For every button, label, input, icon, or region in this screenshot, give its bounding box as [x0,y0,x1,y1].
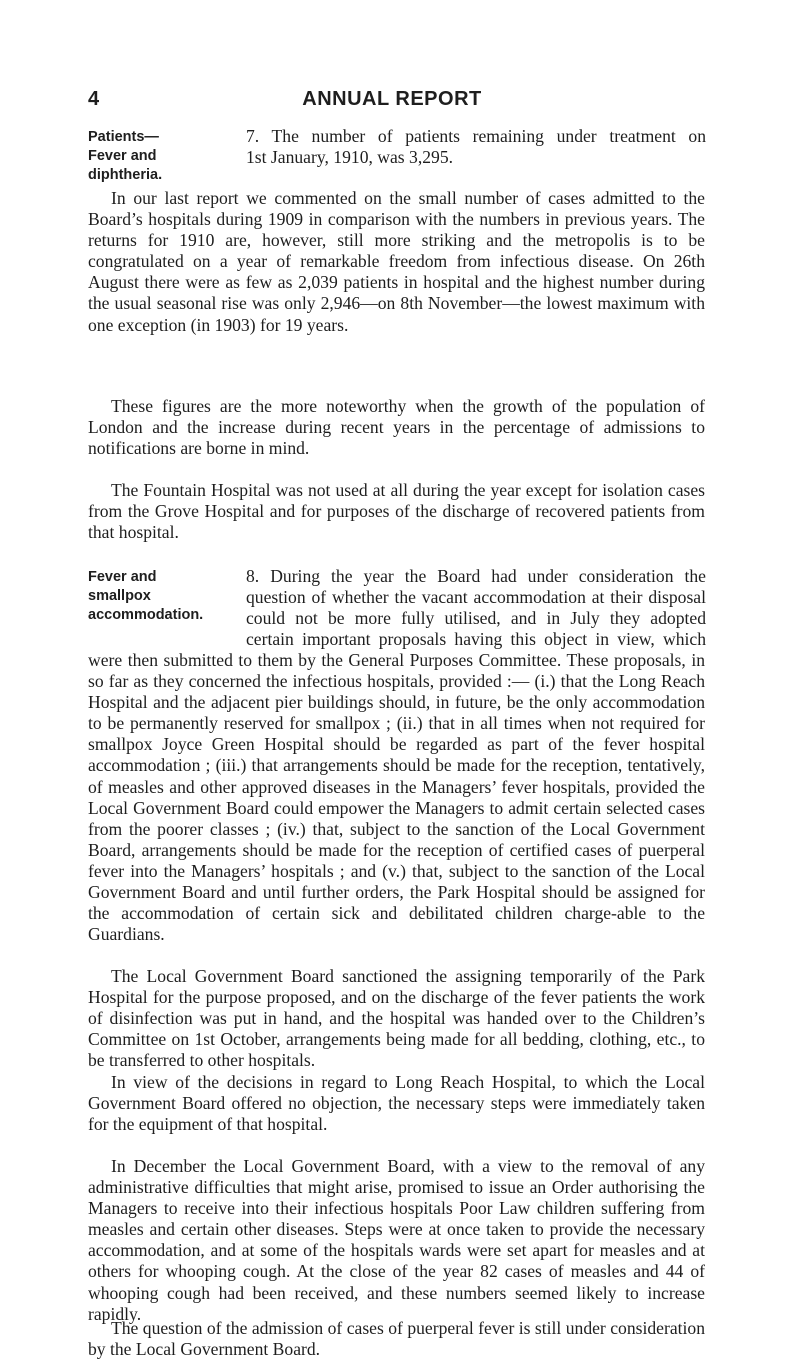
running-title: ANNUAL REPORT [302,88,482,110]
sidenote-line: diphtheria. [88,167,163,183]
sidenote-smallpox [88,568,228,625]
paragraph-last-report: In our last report we commented on the small number of cases admitted to the Board’s hospitals during 1909 in comparison with the numbers in previous years. The returns for 1910 are, however, still more striking and the metropolis is to be congratulated on a year of remarkable freedom from infectious disease. On 26th August there were as few as 2,039 patients in hospital and the highest number during the usual seasonal rise was only 2,946—on 8th November—the lowest maximum with one exception (in 1903) for 19 years. [88,188,705,335]
paragraph-8-line-3: could not be more fully utilised, and in July they adopted [246,608,706,628]
paragraph-7-line-1: 7. The number of patients remaining under treatment on [246,126,706,146]
paragraph-puerperal: The question of the admission of cases of puerperal fever is still under consideration by the Local Government Board. [88,1318,705,1360]
page-header [88,88,696,118]
page-number: 4 [88,88,100,110]
paragraph-figures: These figures are the more noteworthy when the growth of the population of London and the increase during recent years in the percentage of admissions to notifications are borne in mind. [88,396,705,459]
paragraph-7-line-2: 1st January, 1910, was 3,295. [246,147,454,167]
sidenote-line: Fever and [88,148,157,164]
paragraph-8-line-2: question of whether the vacant accommodation at their disposal [246,587,706,607]
paragraph-sanctioned: The Local Government Board sanctioned the assigning temporarily of the Park Hospital for the purpose proposed, and on the discharge of the fever patients the work of disinfection was put in hand, and the hospital was handed over to the Children’s Committee on 1st October, arrangements being made for all bedding, clothing, etc., to be transferred to other hospitals. [88,966,705,1071]
paragraph-long-reach: In view of the decisions in regard to Long Reach Hospital, to which the Local Government Board offered no objection, the necessary steps were immediately taken for the equipment of that hospital. [88,1072,705,1135]
paragraph-fountain: The Fountain Hospital was not used at all during the year except for isolation cases from the Grove Hospital and for purposes of the discharge of recovered patients from that hospital. [88,480,705,543]
sidenote-line: Patients— [88,129,159,145]
paragraph-8-line-1: 8. During the year the Board had under consideration the [246,566,706,586]
sidenote-line: Fever and [88,569,157,585]
sidenote-line: smallpox [88,588,151,604]
paragraph-8-line-4: certain important proposals having this object in view, which [246,629,706,649]
paragraph-december: In December the Local Government Board, with a view to the removal of any administrative difficulties that might arise, promised to issue an Order authorising the Managers to receive into their infectious hospitals Poor Law children suffering from measles and certain other diseases. Steps were at once taken to provide the necessary accommodation, and at some of the hospitals wards were set apart for measles and at others for whooping cough. At the close of the year 82 cases of measles and 44 of whooping cough had been received, and these numbers seemed likely to increase rapidly. [88,1156,705,1324]
paragraph-8-rest: were then submitted to them by the General Purposes Committee. These proposals, in so far as they concerned the infectious hospitals, provided :— (i.) that the Long Reach Hospital and the adjacent pier buildings should, in future, be the only accommodation to be permanently reserved for smallpox ; (ii.) that in all times when not required for smallpox Joyce Green Hospital should be regarded as part of the fever hospital accommodation ; (iii.) that arrangements should be made for the reception, tentatively, of measles and other approved diseases in the Managers’ fever hospitals, provided the Local Government Board could empower the Managers to admit certain selected cases from the poorer classes ; (iv.) that, subject to the sanction of the Local Government Board, arrangements should be made for the reception of certified cases of puerperal fever into the Managers’ hospitals ; and (v.) that, subject to the sanction of the Local Government Board and until further orders, the Park Hospital should be assigned for the accommodation of certain sick and debilitated children charge-able to the Guardians. [88,650,705,945]
sidenote-line: accommodation. [88,607,204,623]
sidenote-patients [88,128,228,185]
